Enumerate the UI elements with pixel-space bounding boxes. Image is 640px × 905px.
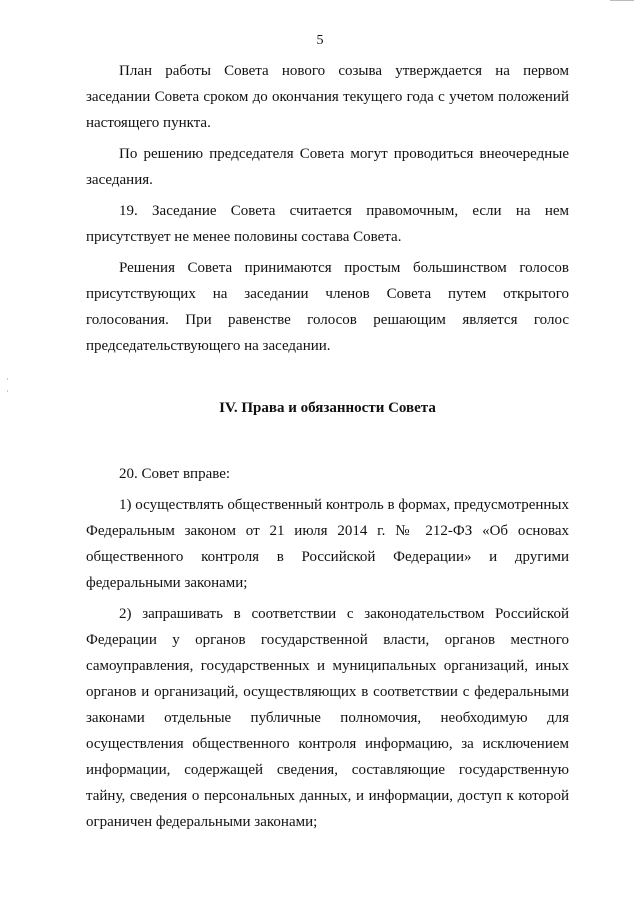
document-body [86,58,569,835]
paragraph: План работы Совета нового созыва утверждается на первом заседании Совета сроком до окончания текущего года с учетом положений настоящего пункта. [86,63,569,131]
paragraph: 19. Заседание Совета считается правомочным, если на нем присутствует не менее половины состава Совета. [86,203,569,245]
section-heading: IV. Права и обязанности Совета [219,400,436,416]
paragraph: 1) осуществлять общественный контроль в формах, предусмотренных Федеральным законом от 21 июля 2014 г. № 212-ФЗ «Об основах общественного контроля в Российской Федерации» и другими федеральными законами; [86,497,569,591]
paragraph: 20. Совет вправе: [119,466,231,482]
paragraph: 2) запрашивать в соответствии с законодательством Российской Федерации у органов государственной власти, органов местного самоуправления, государственных и муниципальных организаций, иных органов и организаций, осуществляющих в соответствии с федеральными законами отдельные публичные полномочия, необходимую для осуществления общественного контроля информацию, за исключением информации, содержащей сведения, составляющие государственную тайну, сведения о персональных данных, и информации, доступ к которой ограничен федеральными законами; [86,606,569,830]
scan-artifact [7,378,8,380]
page-number: 5 [316,33,324,48]
scan-artifact [7,390,8,392]
paragraph: По решению председателя Совета могут проводиться внеочередные заседания. [86,146,569,188]
paragraph: Решения Совета принимаются простым большинством голосов присутствующих на заседании членов Совета путем открытого голосования. При равенстве голосов решающим является голос председательствующего на заседании. [86,260,569,354]
scan-artifact [610,0,634,4]
